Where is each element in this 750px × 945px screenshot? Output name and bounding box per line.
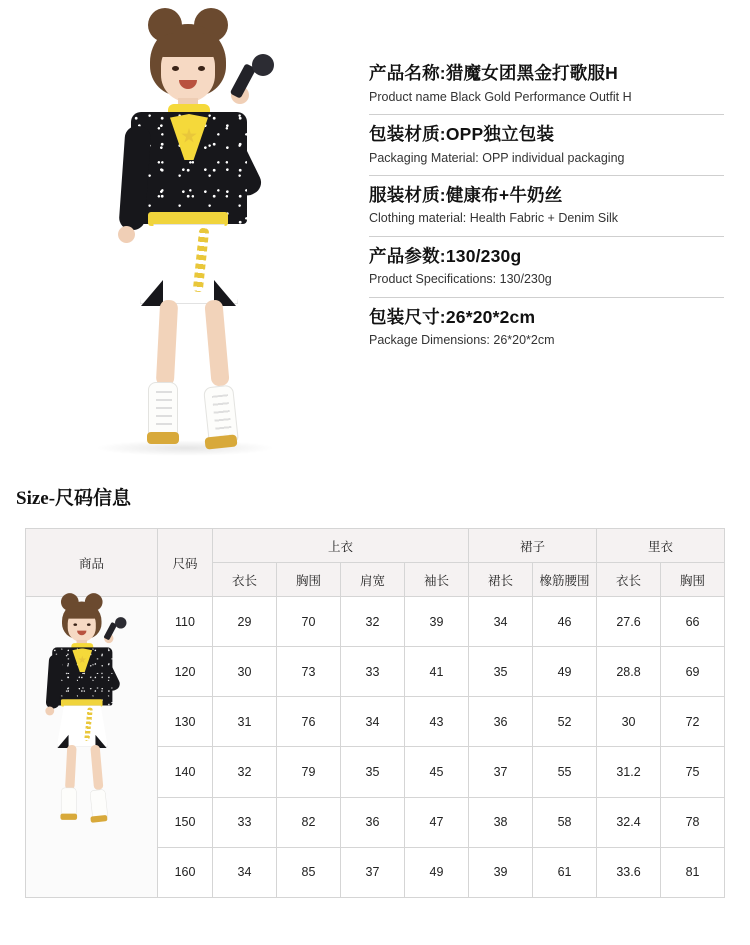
cell-value: 49 — [405, 847, 469, 897]
cell-value: 35 — [469, 647, 533, 697]
spec-en-text: Packaging Material: OPP individual packaging — [369, 150, 625, 165]
cell-size: 130 — [158, 697, 213, 747]
cell-value: 33 — [213, 797, 277, 847]
cell-value: 36 — [341, 797, 405, 847]
spec-cn-text: 包装材质:OPP独立包装 — [369, 123, 555, 144]
cell-value: 27.6 — [597, 597, 661, 647]
spec-en-text: Product Specifications: 130/230g — [369, 272, 552, 287]
leg-right — [90, 745, 103, 790]
bangs — [157, 33, 219, 57]
header-group-inner: 里衣 — [597, 529, 725, 563]
microphone-head-icon — [252, 54, 274, 76]
boot-sole-left — [60, 814, 77, 820]
cell-size: 140 — [158, 747, 213, 797]
cell-value: 49 — [533, 647, 597, 697]
cell-value: 75 — [661, 747, 725, 797]
spec-row-package-dimensions — [369, 298, 724, 358]
spec-cn-text: 服装材质:健康布+牛奶丝 — [369, 184, 563, 205]
cell-value: 35 — [341, 747, 405, 797]
header-group-skirt: 裙子 — [469, 529, 597, 563]
leg-right — [204, 299, 229, 386]
header-top-length: 衣长 — [213, 563, 277, 597]
size-chart-table — [25, 528, 725, 898]
cell-value: 34 — [341, 697, 405, 747]
leg-left — [156, 300, 178, 387]
cell-value: 37 — [469, 747, 533, 797]
eye-left — [172, 66, 179, 71]
header-product: 商品 — [26, 529, 158, 597]
product-spec-list — [355, 0, 750, 470]
eye-right — [87, 623, 91, 626]
cell-value: 73 — [277, 647, 341, 697]
cell-value: 79 — [277, 747, 341, 797]
cell-value: 76 — [277, 697, 341, 747]
cell-value: 85 — [277, 847, 341, 897]
cell-value: 31 — [213, 697, 277, 747]
cell-value: 32.4 — [597, 797, 661, 847]
cell-value: 33 — [341, 647, 405, 697]
cell-value: 52 — [533, 697, 597, 747]
boot-sole-right — [90, 815, 107, 823]
table-row — [26, 597, 725, 647]
top-section — [0, 0, 750, 470]
cell-value: 70 — [277, 597, 341, 647]
cell-value: 72 — [661, 697, 725, 747]
spec-row-packaging-material — [369, 115, 724, 176]
hand-left — [45, 707, 54, 716]
boot-sole-left — [147, 432, 179, 444]
cell-value: 41 — [405, 647, 469, 697]
model-illustration — [0, 0, 355, 470]
spec-cn-text: 产品名称:猎魔女团黑金打歌服H — [369, 63, 618, 83]
cell-value: 82 — [277, 797, 341, 847]
header-group-top: 上衣 — [213, 529, 469, 563]
cell-value: 31.2 — [597, 747, 661, 797]
spec-en-text: Product name Black Gold Performance Outfit H — [369, 89, 632, 104]
cell-value: 58 — [533, 797, 597, 847]
header-inner-bust: 胸围 — [661, 563, 725, 597]
header-inner-length: 衣长 — [597, 563, 661, 597]
gold-belt — [148, 212, 228, 226]
leg-left — [65, 745, 77, 790]
cell-value: 37 — [341, 847, 405, 897]
cell-value: 30 — [597, 697, 661, 747]
cell-value: 78 — [661, 797, 725, 847]
cell-value: 39 — [469, 847, 533, 897]
eye-right — [198, 66, 205, 71]
spec-en-text: Clothing material: Health Fabric + Denim Silk — [369, 211, 619, 226]
cell-value: 47 — [405, 797, 469, 847]
cell-value: 39 — [405, 597, 469, 647]
cell-value: 36 — [469, 697, 533, 747]
product-thumbnail-cell — [26, 597, 158, 898]
cell-value: 34 — [469, 597, 533, 647]
bangs — [66, 606, 98, 618]
hero-product-photo — [0, 0, 355, 470]
cell-value: 28.8 — [597, 647, 661, 697]
spec-cn-text: 包装尺寸:26*20*2cm — [369, 306, 536, 327]
size-section-title: Size-尺码信息 — [16, 488, 132, 509]
cell-value: 30 — [213, 647, 277, 697]
size-chart-head — [26, 529, 725, 597]
spec-row-clothing-material — [369, 176, 724, 237]
cell-value: 81 — [661, 847, 725, 897]
cell-value: 55 — [533, 747, 597, 797]
cell-value: 38 — [469, 797, 533, 847]
size-chart-body — [26, 597, 725, 898]
cell-value: 32 — [213, 747, 277, 797]
product-thumbnail — [26, 597, 158, 897]
cell-value: 43 — [405, 697, 469, 747]
cell-value: 61 — [533, 847, 597, 897]
spec-row-specifications — [369, 237, 724, 298]
header-top-shoulder: 肩宽 — [341, 563, 405, 597]
spec-en-text: Package Dimensions: 26*20*2cm — [369, 333, 555, 348]
header-top-bust: 胸围 — [277, 563, 341, 597]
cell-size: 110 — [158, 597, 213, 647]
floor-shadow — [95, 440, 275, 456]
cell-value: 33.6 — [597, 847, 661, 897]
cell-value: 46 — [533, 597, 597, 647]
cell-value: 69 — [661, 647, 725, 697]
header-size: 尺码 — [158, 529, 213, 597]
cell-value: 32 — [341, 597, 405, 647]
header-row-groups — [26, 529, 725, 563]
gold-belt — [61, 699, 103, 706]
spec-cn-text: 产品参数:130/230g — [369, 245, 522, 266]
header-skirt-waist: 橡筋腰围 — [533, 563, 597, 597]
boot-lace-left — [156, 391, 172, 431]
header-top-sleeve: 袖长 — [405, 563, 469, 597]
cell-size: 160 — [158, 847, 213, 897]
boot-lace-right — [212, 394, 232, 435]
header-skirt-length: 裙长 — [469, 563, 533, 597]
spec-row-product-name — [369, 54, 724, 115]
cell-value: 34 — [213, 847, 277, 897]
cell-value: 29 — [213, 597, 277, 647]
thumbnail-figure — [0, 589, 169, 833]
cell-size: 120 — [158, 647, 213, 697]
cell-value: 66 — [661, 597, 725, 647]
cell-size: 150 — [158, 797, 213, 847]
hand-left — [118, 226, 135, 243]
eye-left — [73, 623, 77, 626]
microphone-head-icon — [115, 617, 126, 628]
cell-value: 45 — [405, 747, 469, 797]
